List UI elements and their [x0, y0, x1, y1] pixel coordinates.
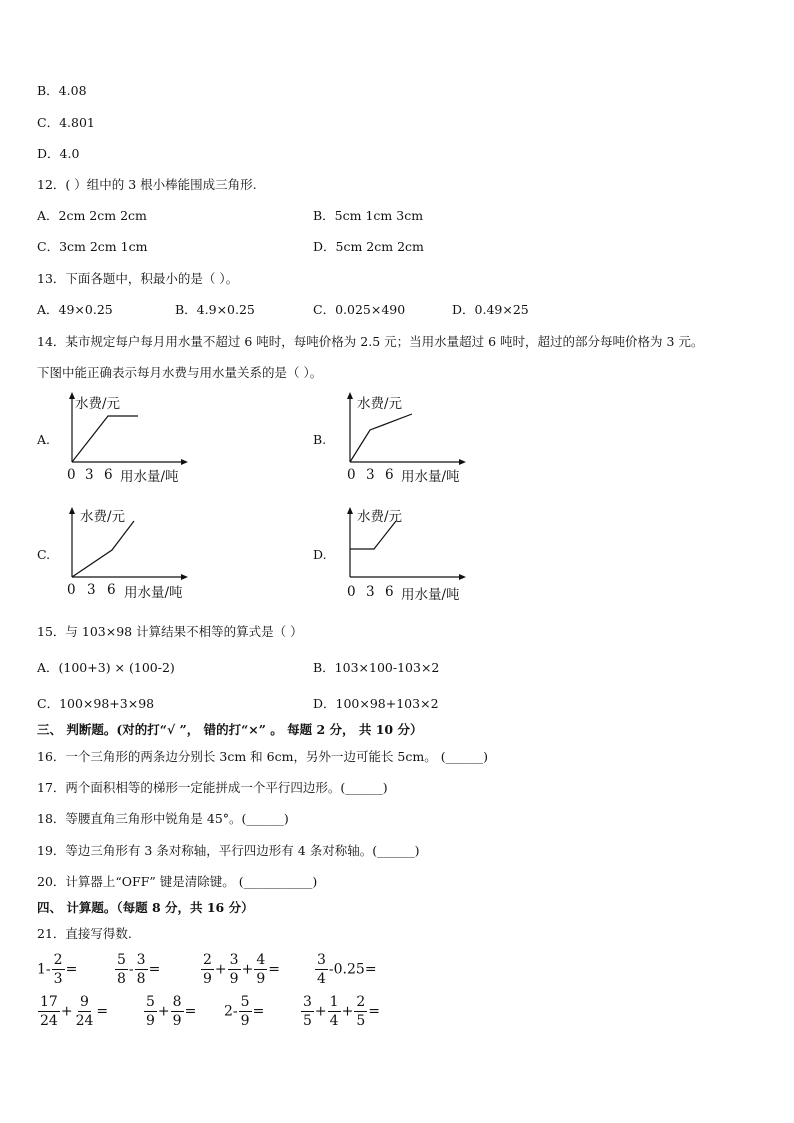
graph-d-xlabel: 用水量/吨 — [401, 587, 460, 603]
graph-line — [72, 416, 138, 462]
q11-option-d: D．4.0 — [37, 146, 80, 161]
graph-c-tick-3: 3 — [87, 582, 96, 598]
q14-stem-line1: 14．某市规定每户每月用水量不超过 6 吨时，每吨价格为 2.5 元；当用水量超过 6 吨时，超过的部分每吨价格为 3 元。 — [37, 334, 704, 349]
graph-b-xlabel: 用水量/吨 — [401, 469, 460, 485]
q15-stem: 15．与 103×98 计算结果不相等的算式是（ ） — [37, 624, 303, 639]
graph-a-ylabel: 水费/元 — [75, 396, 121, 412]
graph-a-tick-6: 6 — [104, 467, 113, 483]
x-arrow-icon — [181, 574, 188, 580]
q14-label-a: A. — [37, 432, 51, 447]
q14-stem-line2: 下图中能正确表示每月水费与用水量关系的是（ ）。 — [37, 365, 323, 380]
graph-d-tick-6: 6 — [385, 584, 394, 600]
graph-c-xlabel: 用水量/吨 — [124, 585, 183, 601]
graph-b-tick-6: 6 — [385, 467, 394, 483]
graph-a-xlabel: 用水量/吨 — [120, 469, 179, 485]
graph-b-tick-0: 0 — [347, 467, 356, 483]
graph-a-tick-0: 0 — [67, 467, 76, 483]
q12-option-d: D．5cm 2cm 2cm — [313, 239, 424, 254]
q13-stem: 13．下面各题中，积最小的是（ ）。 — [37, 271, 239, 286]
q14-label-b: B. — [313, 432, 327, 447]
graph-line — [72, 521, 134, 577]
graph-c-tick-6: 6 — [107, 582, 116, 598]
y-arrow-icon — [69, 507, 75, 514]
q11-option-c: C．4.801 — [37, 115, 95, 130]
graph-d-tick-0: 0 — [347, 584, 356, 600]
graph-b-tick-3: 3 — [366, 467, 375, 483]
section-3-title: 三、 判断题。(对的打“√ ”， 错的打“×” 。 每题 2 分， 共 10 分） — [37, 722, 423, 737]
graph-c-tick-0: 0 — [67, 582, 76, 598]
q15-option-c: C．100×98+3×98 — [37, 696, 155, 711]
q16: 16．一个三角形的两条边分别长 3cm 和 6cm，另外一边可能长 5cm。 (______) — [37, 749, 488, 764]
q12-option-c: C．3cm 2cm 1cm — [37, 239, 148, 254]
q14-label-d: D. — [313, 547, 327, 562]
y-arrow-icon — [347, 392, 353, 399]
calc-r2c: 2- $\frac{5}{9}$ = — [224, 994, 265, 1029]
graph-line — [350, 521, 396, 549]
q17: 17．两个面积相等的梯形一定能拼成一个平行四边形。(______) — [37, 780, 388, 795]
q15-option-b: B．103×100-103×2 — [313, 660, 440, 675]
q13-option-b: B．4.9×0.25 — [175, 302, 255, 317]
q20: 20．计算器上“OFF” 键是清除键。 (___________) — [37, 874, 318, 889]
q13-option-d: D．0.49×25 — [452, 302, 529, 317]
q11-option-b: B．4.08 — [37, 83, 87, 98]
x-arrow-icon — [459, 459, 466, 465]
q21-stem: 21．直接写得数. — [37, 926, 132, 941]
calc-r1b: $\frac{5}{8}$ - $\frac{3}{8}$ = — [117, 952, 161, 987]
x-arrow-icon — [459, 574, 466, 580]
q13-option-a: A．49×0.25 — [37, 302, 113, 317]
q12-stem: 12．( ）组中的 3 根小棒能围成三角形. — [37, 177, 257, 192]
q12-option-a: A．2cm 2cm 2cm — [37, 208, 147, 223]
q15-option-a: A．(100+3) × (100-2) — [37, 660, 175, 675]
q13-option-c: C．0.025×490 — [313, 302, 406, 317]
graph-c-ylabel: 水费/元 — [80, 509, 126, 525]
calc-r1d: $\frac{3}{4}$ -0.25= — [317, 952, 377, 987]
calc-r2a: $\frac{17}{24}$ + $\frac{9}{24}$ = — [40, 994, 109, 1029]
q18: 18．等腰直角三角形中锐角是 45°。(______) — [37, 811, 289, 826]
q19: 19．等边三角形有 3 条对称轴，平行四边形有 4 条对称轴。(______) — [37, 843, 420, 858]
graph-b-ylabel: 水费/元 — [357, 396, 403, 412]
q15-option-d: D．100×98+103×2 — [313, 696, 439, 711]
x-arrow-icon — [181, 459, 188, 465]
q14-label-c: C. — [37, 547, 51, 562]
calc-r1a: 1- $\frac{2}{3}$ = — [37, 952, 78, 987]
graph-d-tick-3: 3 — [366, 584, 375, 600]
calc-r2b: $\frac{5}{9}$ + $\frac{8}{9}$ = — [146, 994, 197, 1029]
graph-a-tick-3: 3 — [85, 467, 94, 483]
calc-r1c: $\frac{2}{9}$ + $\frac{3}{9}$ + $\frac{4}{9}$ = — [203, 952, 280, 987]
graph-d-ylabel: 水费/元 — [357, 509, 403, 525]
y-arrow-icon — [347, 507, 353, 514]
q12-option-b: B．5cm 1cm 3cm — [313, 208, 424, 223]
graph-line — [350, 414, 412, 462]
calc-r2d: $\frac{3}{5}$ + $\frac{1}{4}$ + $\frac{2}{5}$ = — [303, 994, 380, 1029]
section-4-title: 四、 计算题。（每题 8 分，共 16 分） — [37, 900, 254, 915]
